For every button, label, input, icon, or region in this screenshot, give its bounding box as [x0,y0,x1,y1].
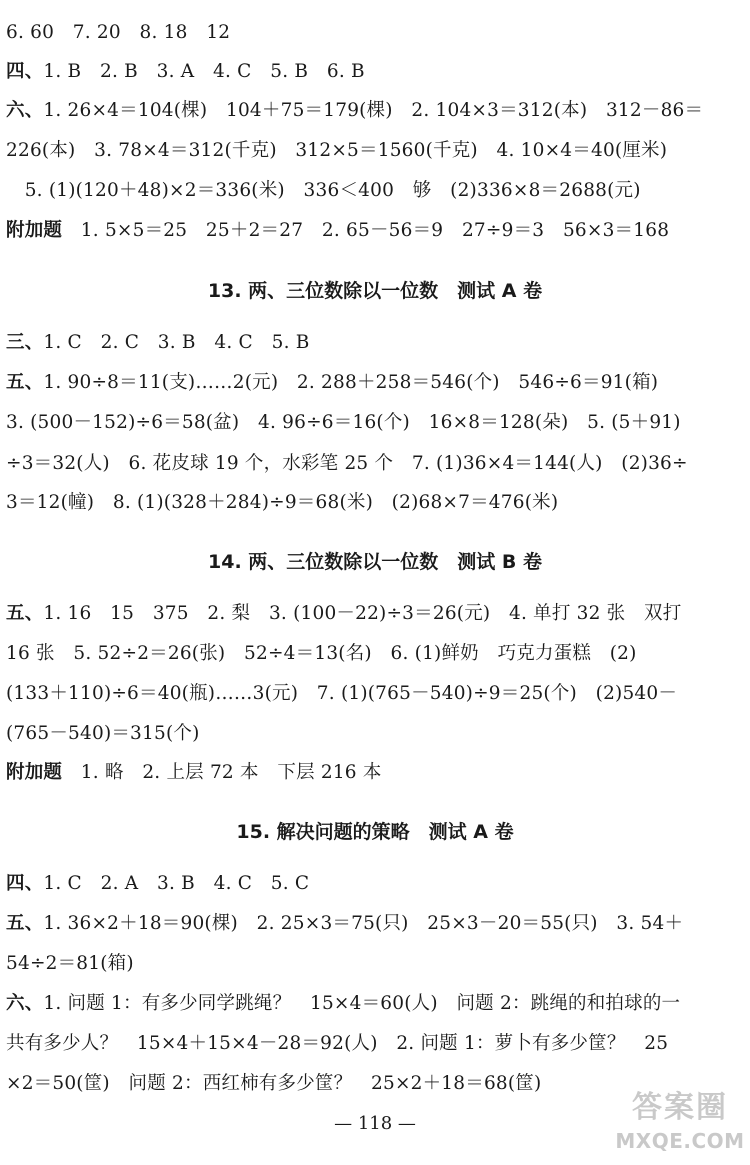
answer-line [6,20,746,46]
answer-line [6,991,746,1017]
answer-line [6,681,746,707]
answer-line [6,1031,746,1057]
answer-line [6,490,746,516]
line-text: 16 张 5. 52÷2＝26(张) 52÷4＝13(名) 6. (1)鲜奶 巧克力蛋糕 (2) [6,643,637,664]
line-text: 1. B 2. B 3. A 4. C 5. B 6. B [43,61,365,82]
line-prefix: 附加题 [6,220,63,241]
line-text: 6. 60 7. 20 8. 18 12 [6,22,231,43]
answer-line [6,178,746,204]
line-text: 1. 5×5＝25 25＋2＝27 2. 65－56＝9 27÷9＝3 56×3＝168 [62,220,670,241]
section-heading: 13. 两、三位数除以一位数 测试 A 卷 [207,280,543,302]
line-prefix: 四、 [6,873,44,894]
answer-line [6,641,746,667]
answer-line [6,721,746,747]
answer-line [6,410,746,436]
line-text: ÷3＝32(人) 6. 花皮球 19 个，水彩笔 25 个 7. (1)36×4＝144(人) (2)36÷ [6,453,688,474]
line-prefix: 六、 [6,100,44,121]
answer-line [6,760,746,786]
answer-line [6,370,746,396]
line-text: 54÷2＝81(箱) [6,953,134,974]
line-text: (765－540)＝315(个) [6,723,200,744]
watermark-url: MXQE.COM [615,1129,745,1153]
line-text: 5. (1)(120＋48)×2＝336(米) 336＜400 够 (2)336×8＝2688(元) [6,180,641,201]
watermark-title: 答案圈 [632,1090,728,1125]
line-text: 226(本) 3. 78×4＝312(千克) 312×5＝1560(千克) 4. 10×4＝40(厘米) [6,140,668,161]
answer-line [6,59,746,85]
line-text: 1. 16 15 375 2. 梨 3. (100－22)÷3＝26(元) 4. 单打 32 张 双打 [43,603,682,624]
answer-line [6,98,746,124]
line-prefix: 三、 [6,332,44,353]
section-heading: 15. 解决问题的策略 测试 A 卷 [236,821,514,843]
line-prefix: 附加题 [6,762,63,783]
line-text: 1. 问题 1：有多少同学跳绳？ 15×4＝60(人) 问题 2：跳绳的和拍球的一 [43,993,681,1014]
section-heading: 14. 两、三位数除以一位数 测试 B 卷 [208,551,542,573]
answer-line [6,451,746,477]
line-prefix: 五、 [6,603,44,624]
answer-line [6,218,746,244]
watermark-logo [610,1088,750,1165]
line-prefix: 五、 [6,372,44,393]
answer-line [6,601,746,627]
line-prefix: 六、 [6,993,44,1014]
line-text: 1. 36×2＋18＝90(棵) 2. 25×3＝75(只) 25×3－20＝55(只) 3. 54＋ [43,913,684,934]
line-text: 1. C 2. C 3. B 4. C 5. B [43,332,310,353]
answer-line [6,951,746,977]
line-text: 3. (500－152)÷6＝58(盆) 4. 96÷6＝16(个) 16×8＝128(朵) 5. (5＋91) [6,412,681,433]
page-number: — 118 — [334,1113,416,1134]
line-text: 共有多少人？ 15×4＋15×4－28＝92(人) 2. 问题 1：萝卜有多少筐？ 25 [6,1033,669,1054]
line-text: 1. 略 2. 上层 72 本 下层 216 本 [62,762,382,783]
line-text: 3＝12(幢) 8. (1)(328＋284)÷9＝68(米) (2)68×7＝476(米) [6,492,559,513]
line-text: ×2＝50(筐) 问题 2：西红柿有多少筐？ 25×2＋18＝68(筐) [6,1073,542,1094]
answer-line [6,330,746,356]
line-text: (133＋110)÷6＝40(瓶)……3(元) 7. (1)(765－540)÷9＝25(个) (2)540－ [6,683,678,704]
answer-line [6,138,746,164]
line-text: 1. 90÷8＝11(支)……2(元) 2. 288＋258＝546(个) 546÷6＝91(箱) [43,372,659,393]
line-text: 1. 26×4＝104(棵) 104＋75＝179(棵) 2. 104×3＝312(本) 312－86＝ [43,100,704,121]
answer-line [6,871,746,897]
line-prefix: 四、 [6,61,44,82]
answer-line [6,911,746,937]
line-text: 1. C 2. A 3. B 4. C 5. C [43,873,310,894]
line-prefix: 五、 [6,913,44,934]
